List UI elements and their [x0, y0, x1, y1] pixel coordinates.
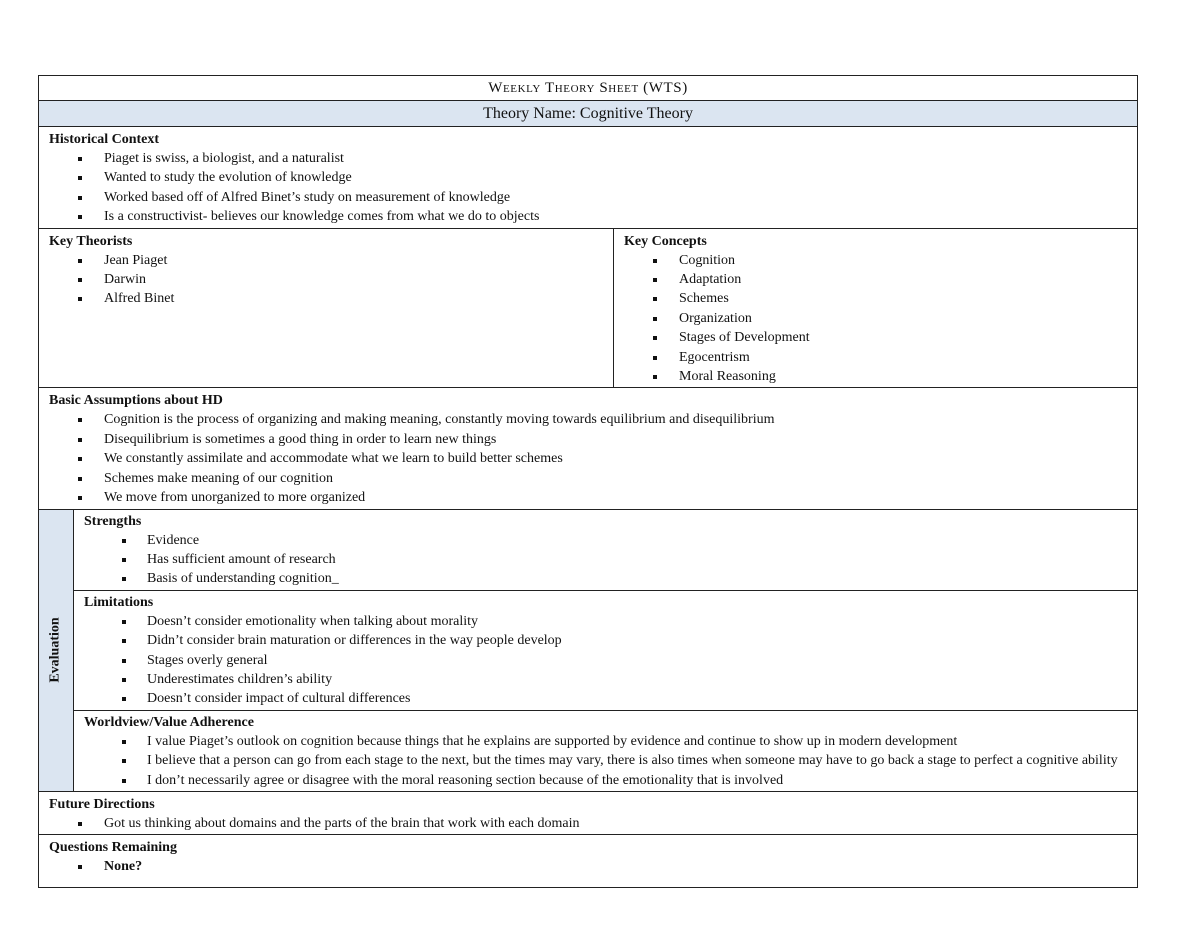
list-item: I don’t necessarily agree or disagree with the moral reasoning section because of the emotionality that is involved: [147, 771, 1127, 790]
list-item: We constantly assimilate and accommodate what we learn to build better schemes: [104, 449, 1127, 468]
basic-assumptions-heading: Basic Assumptions about HD: [49, 393, 223, 409]
key-theorists-section: [39, 229, 614, 388]
list-item: Schemes: [679, 289, 1127, 308]
list-item: Disequilibrium is sometimes a good thing in order to learn new things: [104, 430, 1127, 449]
list-item: Got us thinking about domains and the parts of the brain that work with each domain: [104, 814, 1127, 833]
historical-context-list: [49, 149, 1127, 227]
questions-remaining-section: [39, 834, 1137, 886]
list-item: Egocentrism: [679, 348, 1127, 367]
list-item: Wanted to study the evolution of knowledge: [104, 168, 1127, 187]
strengths-heading: Strengths: [84, 513, 142, 529]
list-item: Stages of Development: [679, 328, 1127, 347]
list-item: Organization: [679, 309, 1127, 328]
future-directions-heading: Future Directions: [49, 796, 155, 812]
list-item: I value Piaget’s outlook on cognition because things that he explains are supported by evidence and continue to show up in modern development: [147, 732, 1127, 751]
list-item: Doesn’t consider emotionality when talking about morality: [147, 612, 1127, 631]
list-item: Moral Reasoning: [679, 367, 1127, 386]
limitations-list: [84, 612, 1127, 709]
key-theorists-list: [49, 251, 603, 309]
list-item: Evidence: [147, 531, 1127, 550]
future-directions-list: [49, 814, 1127, 833]
list-item: Has sufficient amount of research: [147, 550, 1127, 569]
list-item: None?: [104, 857, 1127, 876]
list-item: Darwin: [104, 270, 603, 289]
theory-sheet-table: [38, 75, 1138, 888]
key-theorists-heading: Key Theorists: [49, 233, 133, 249]
list-item: Stages overly general: [147, 651, 1127, 670]
evaluation-section: [39, 509, 1137, 791]
list-item: Alfred Binet: [104, 289, 603, 308]
questions-remaining-heading: Questions Remaining: [49, 840, 177, 856]
evaluation-side-label: [39, 510, 74, 791]
worldview-list: [84, 732, 1127, 790]
sheet-title: Weekly Theory Sheet (WTS): [488, 80, 688, 96]
list-item: Basis of understanding cognition_: [147, 569, 1127, 588]
key-concepts-section: [614, 229, 1137, 388]
list-item: We move from unorganized to more organized: [104, 488, 1127, 507]
strengths-section: [74, 510, 1137, 590]
future-directions-section: [39, 791, 1137, 834]
basic-assumptions-list: [49, 410, 1127, 507]
strengths-list: [84, 531, 1127, 589]
limitations-heading: Limitations: [84, 594, 154, 610]
limitations-section: [74, 590, 1137, 710]
list-item: Didn’t consider brain maturation or differences in the way people develop: [147, 631, 1127, 650]
worldview-section: [74, 710, 1137, 791]
list-item: Jean Piaget: [104, 251, 603, 270]
list-item: Piaget is swiss, a biologist, and a naturalist: [104, 149, 1127, 168]
historical-context-heading: Historical Context: [49, 132, 160, 147]
list-item: Cognition is the process of organizing and making meaning, constantly moving towards equilibrium and disequilibrium: [104, 410, 1127, 429]
theory-name: Theory Name: Cognitive Theory: [39, 100, 1137, 126]
worldview-heading: Worldview/Value Adherence: [84, 714, 254, 730]
evaluation-body: [74, 510, 1137, 791]
list-item: I believe that a person can go from each stage to the next, but the times may vary, there is also times when someone may have to go back a stage to perfect a cognitive ability: [147, 751, 1127, 770]
list-item: Adaptation: [679, 270, 1127, 289]
list-item: Cognition: [679, 251, 1127, 270]
historical-context-section: [39, 126, 1137, 228]
questions-remaining-list: [49, 857, 1127, 876]
list-item: Underestimates children’s ability: [147, 670, 1127, 689]
list-item: Schemes make meaning of our cognition: [104, 469, 1127, 488]
theorists-concepts-row: [39, 228, 1137, 388]
key-concepts-list: [624, 251, 1127, 387]
list-item: Doesn’t consider impact of cultural differences: [147, 689, 1127, 708]
basic-assumptions-section: [39, 387, 1137, 508]
key-concepts-heading: Key Concepts: [624, 233, 707, 249]
list-item: Is a constructivist- believes our knowledge comes from what we do to objects: [104, 207, 1127, 226]
evaluation-label-text: Evaluation: [48, 617, 64, 683]
list-item: Worked based off of Alfred Binet’s study on measurement of knowledge: [104, 188, 1127, 207]
